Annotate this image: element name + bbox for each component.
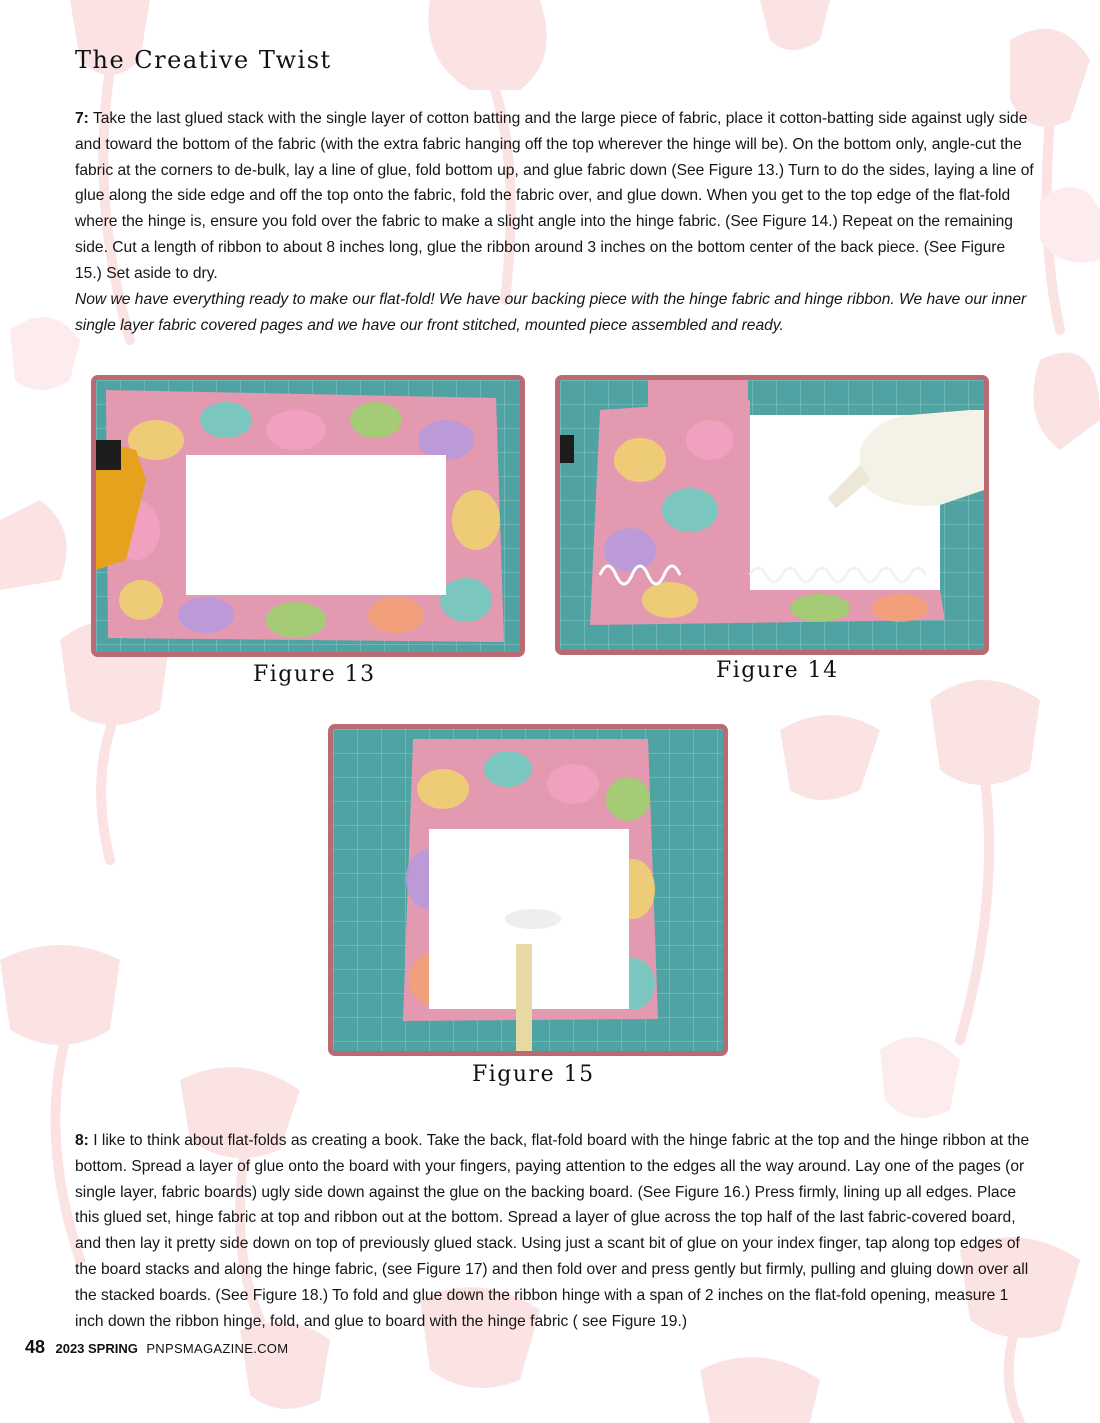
figure-15-photo xyxy=(328,724,728,1056)
figure-13-photo xyxy=(91,375,525,657)
issue-label: 2023 SPRING xyxy=(55,1341,138,1356)
step-7-number: 7: xyxy=(75,110,89,127)
page-number: 48 xyxy=(25,1337,46,1357)
page-footer xyxy=(25,1337,288,1358)
magazine-site: PNPSMAGAZINE.COM xyxy=(146,1341,289,1356)
figure-15-caption: Figure 15 xyxy=(472,1062,595,1087)
step-7-note: Now we have everything ready to make our flat-fold! We have our backing piece with the hinge fabric and hinge ribbon. We have our inner single layer fabric covered pages and we have our front stitched, mounted piece assembled and ready. xyxy=(75,291,1027,334)
step-8-text: I like to think about flat-folds as creating a book. Take the back, flat-fold board with the hinge fabric at the top and the hinge ribbon at the bottom. Spread a layer of glue onto the board with your fingers, paying attention to the edges all the way around. Lay one of the pages (or single layer, fabric boards) ugly side down against the glue on the backing board. (See Figure 16.) Press firmly, lining up all edges. Place this glued set, hinge fabric at top and ribbon out at the bottom. Spread a layer of glue across the top half of the last fabric-covered board, and then lay it pretty side down on top of previously glued stack. Using just a scant bit of glue on your index finger, tap along top edges of the board stacks and along the hinge fabric, (see Figure 17) and then fold over and press gently but firmly, pulling and gluing down over all the stacked boards. (See Figure 18.) To fold and glue down the ribbon hinge with a span of 2 inches on the flat-fold opening, measure 1 inch down the ribbon hinge, fold, and glue to board with the hinge fabric ( see Figure 19.) xyxy=(75,1132,1030,1330)
step-7-text: Take the last glued stack with the single layer of cotton batting and the large piece of fabric, place it cotton-batting side against ugly side and toward the bottom of the fabric (with the extra fabric hanging off the top wherever the hinge will be). On the bottom only, angle-cut the fabric at the corners to de-bulk, lay a line of glue, fold bottom up, and glue fabric down (See Figure 13.) Turn to do the sides, laying a line of glue along the side edge and off the top onto the fabric, fold the fabric over, and glue down. When you get to the top edge of the flat-fold where the hinge is, ensure you fold over the fabric to make a slight angle into the hinge fabric. (See Figure 14.) Repeat on the remaining side. Cut a length of ribbon to about 8 inches long, glue the ribbon around 3 inches on the bottom center of the back piece. (See Figure 15.) Set aside to dry. xyxy=(75,110,1034,282)
step-8-paragraph xyxy=(75,1128,1035,1334)
section-title: The Creative Twist xyxy=(75,46,332,74)
figure-14-photo xyxy=(555,375,989,655)
step-7-paragraph xyxy=(75,106,1035,287)
figure-13-caption: Figure 13 xyxy=(253,662,376,687)
step-8-number: 8: xyxy=(75,1132,89,1149)
figure-14-caption: Figure 14 xyxy=(716,658,839,683)
